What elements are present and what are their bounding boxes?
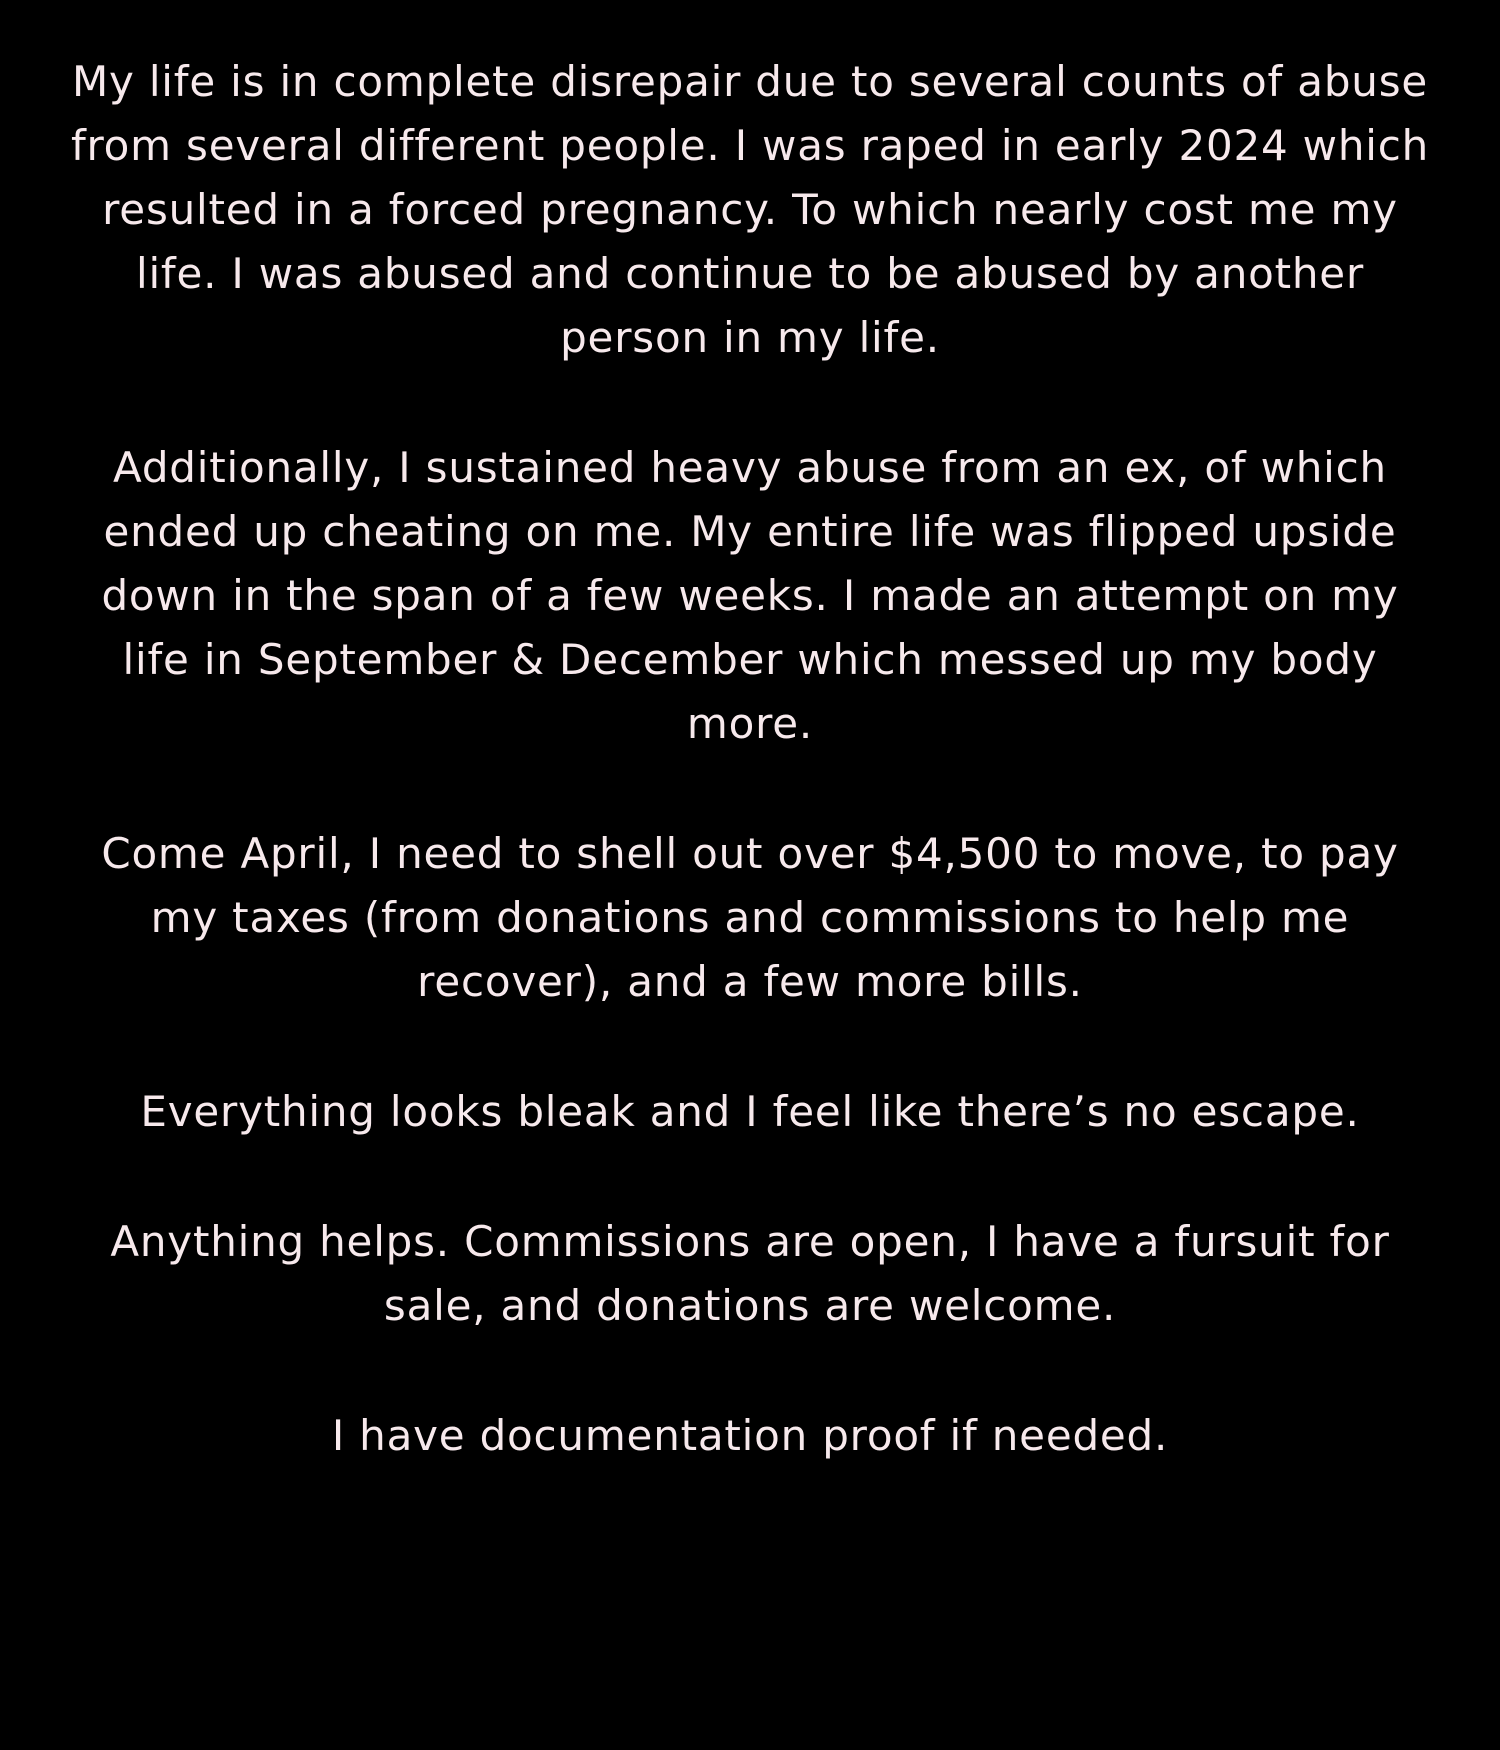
post-paragraph-6: I have documentation proof if needed.: [331, 1411, 1169, 1460]
post-paragraph-5: Anything helps. Commissions are open, I have a fursuit for sale, and donations are welcome.: [110, 1217, 1390, 1330]
post-paragraph-4: Everything looks bleak and I feel like there’s no escape.: [140, 1087, 1360, 1136]
post-paragraph-1: My life is in complete disrepair due to several counts of abuse from several different people. I was raped in early 2024 which resulted in a forced pregnancy. To which nearly cost me my life. I was abused and continue to be abused by another person in my life.: [70, 57, 1430, 362]
post-paragraph-3: Come April, I need to shell out over $4,500 to move, to pay my taxes (from donations and commissions to help me recover), and a few more bills.: [101, 829, 1399, 1006]
post-paragraph-2: Additionally, I sustained heavy abuse from an ex, of which ended up cheating on me. My entire life was flipped upside down in the span of a few weeks. I made an attempt on my life in September & December which messed up my body more.: [101, 443, 1399, 748]
